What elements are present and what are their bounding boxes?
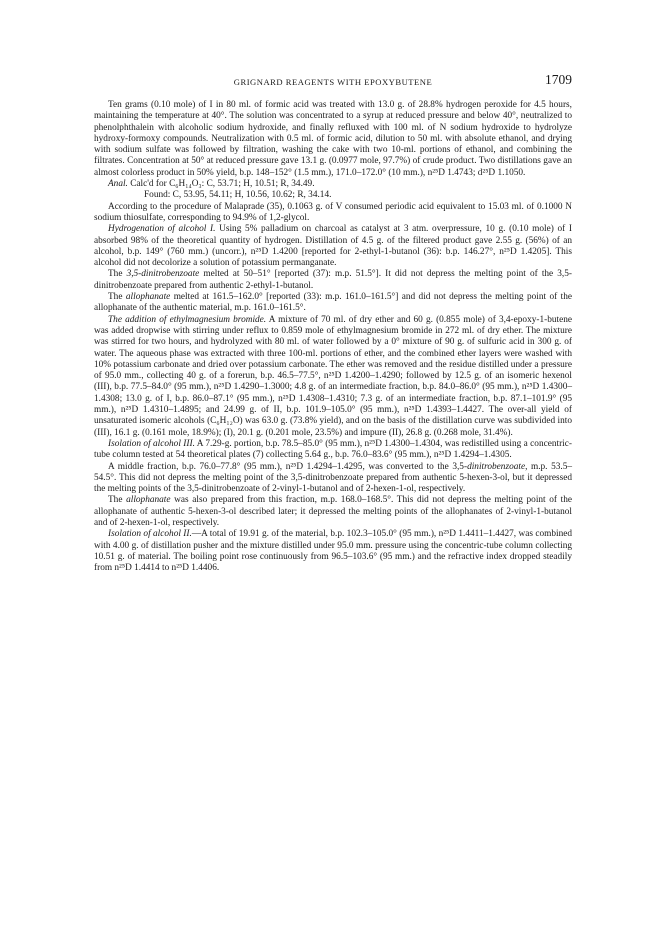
italic-text: allophanate [125, 292, 171, 303]
italic-text: Isolation of alcohol III. [108, 438, 195, 449]
paragraph [94, 224, 572, 269]
text-run: Calc'd for C₆H₁₄O₃: C, 53.71; H, 10.51; R, 34.49. [127, 179, 315, 190]
paragraph [94, 179, 572, 190]
text-run: melted at 161.5–162.0° [reported (33): m.p. 161.0–161.5°] and did not depress the melting point of the allophanate of the authentic material, m.p. 161.0–161.5°. [94, 292, 573, 314]
paragraph [94, 190, 572, 201]
italic-text: Hydrogenation of alcohol I. [108, 224, 216, 235]
text-run: Ten grams (0.10 mole) of I in 80 ml. of formic acid was treated with 13.0 g. of 28.8% hydrogen peroxide for 4.5 hours, maintaining the temperature at 40°. The solution was concentrated to a syrup at reduced pressure and below 40°, neutralized to phenolphthalein with alcoholic sodium hydroxide, and finally refluxed with 100 ml. of N sodium hydroxide to hydrolyze hydroxy-formoxy compounds. Neutralization with 0.5 ml. of formic acid, dilution to 50 ml. with absolute ethanol, and drying with sodium sulfate was followed by filtration, washing the cake with two 10-ml. portions of ethanol, and combining the filtrates. Concentration at 50° at reduced pressure gave 13.1 g. (0.0977 mole, 97.7%) of crude product. Two distillations gave an almost colorless product in 50% yield, b.p. 148–152° (1.5 mm.), 171.0–172.0° (10 mm.), n²⁵D 1.4743; d²⁵D 1.1050. [94, 100, 572, 178]
text-run: was also prepared from this fraction, m.p. 168.0–168.5°. This did not depress the melting point of the allophanate of authentic 5-hexen-3-ol described later; it depressed the melting points of the allophanates of 2-vinyl-1-butanol and of 2-hexen-1-ol, respectively. [94, 495, 572, 528]
italic-text: Anal. [108, 179, 128, 190]
text-run: The [108, 269, 127, 280]
text-run: The [108, 292, 126, 303]
running-head [94, 72, 572, 92]
text-run: —A total of 19.91 g. of the material, b.p. 102.3–105.0° (95 mm.), n²⁵D 1.4411–1.4427, was combined with 4.00 g. of distillation pusher and the mixture distilled under 95.0 mm. pressure using the concentric-tube column collecting 10.51 g. of material. The boiling point rose continuously from 96.5–103.6° (95 mm.) and the refractive index dropped steadily from n²⁵D 1.4414 to n²⁵D 1.4406. [94, 529, 573, 574]
paragraph [94, 100, 572, 179]
italic-text: The addition of ethylmagnesium bromide. [108, 314, 267, 325]
page-number: 1709 [545, 72, 572, 87]
text-run: A 7.29-g. portion, b.p. 78.5–85.0° (95 mm.), n²⁵D 1.4300–1.4304, was redistilled using a concentric-tube column tested at 54 theoretical plates (7) collecting 5.64 g., b.p. 76.0–83.6° (95 mm.), n²⁵D 1.4294–1.4305. [94, 438, 572, 461]
text-run: melted at 50–51° [reported (37): m.p. 51.5°]. It did not depress the melting point of the 3,5-dinitrobenzoate prepared from authentic 2-ethyl-1-butanol. [94, 269, 572, 291]
paragraph [94, 269, 572, 292]
paragraph [94, 202, 572, 225]
text-run: Using 5% palladium on charcoal as catalyst at 3 atm. overpressure, 10 g. (0.10 mole) of I absorbed 98% of the theoretical quantity of hydrogen. Distillation of 4.5 g. of the filtered product gave 2.55 g. (56%) of an alcohol, b.p. 149° (760 mm.) (uncorr.), n²⁵D 1.4200 [reported for 2-ethyl-1-butanol (36): b.p. 146.27°, n²⁵D 1.4205]. This alcohol did not decolorize a solution of potassium permanganate. [94, 224, 572, 269]
text-run: A middle fraction, b.p. 76.0–77.8° (95 mm.), n²⁵D 1.4294–1.4295, was converted to the 3,5- [108, 461, 468, 472]
italic-text: allophanate [126, 495, 171, 506]
running-title: GRIGNARD REAGENTS WITH EPOXYBUTENE [233, 77, 433, 87]
text-run: According to the procedure of Malaprade (35), 0.1063 g. of V consumed periodic acid equivalent to 15.03 ml. of 0.1000 N sodium thiosulfate, corresponding to 94.9% of 1,2-glycol. [94, 201, 572, 223]
paragraph [94, 529, 572, 574]
text-run: The [108, 495, 127, 506]
italic-text: 3,5-dinitrobenzoate [126, 269, 200, 280]
text-run: A mixture of 70 ml. of dry ether and 60 g. (0.855 mole) of 3,4-epoxy-1-butene was added dropwise with stirring under reflux to 0.859 mole of ethylmagnesium bromide in 272 ml. of dry ether. The mixture was stirred for two hours, and hydrolyzed with 80 ml. of water followed by a 0° mixture of 90 g. of sulfuric acid in 300 g. of water. The aqueous phase was extracted with three 100-ml. portions of ether, and the combined ether layers were washed with 10% potassium carbonate and dried over potassium carbonate. The ether was removed and the residue distilled under a pressure of 95.0 mm., collecting 40 g. of a forerun, b.p. 46.5–77.5°, n²⁵D 1.4200–1.4290; followed by 12.5 g. of an isomeric hexenol (III), b.p. 77.5–84.0° (95 mm.), n²⁵D 1.4290–1.3000; 4.8 g. of an intermediate fraction, b.p. 84.0–86.0° (95 mm.), n²⁵D 1.4300–1.4308; 13.0 g. of I, b.p. 86.0–87.1° (95 mm.), n²⁵D 1.4308–1.4310; 7.3 g. of an intermediate fraction, b.p. 87.1–101.9° (95 mm.), n²⁵D 1.4310–1.4895; and 24.99 g. of II, b.p. 101.9–105.0° (95 mm.), n²⁵D 1.4393–1.4427. The over-all yield of unsaturated isomeric alcohols (C₆H₁₂O) was 63.0 g. (73.8% yield), and on the basis of the distillation curve was subdivided into (III), 16.1 g. (0.161 mole, 18.9%); (I), 20.1 g. (0.201 mole, 23.5%) and impure (II), 26.8 g. (0.268 mole, 31.4%). [94, 314, 572, 438]
article-body [94, 100, 572, 574]
paragraph [94, 439, 572, 462]
text-run: Found: C, 53.95, 54.11; H, 10.56, 10.62; R, 34.14. [144, 190, 332, 201]
italic-text: dinitrobenzoate [467, 461, 526, 472]
paragraph [94, 495, 572, 529]
text-run: , m.p. 53.5–54.5°. This did not depress the melting point of the 3,5-dinitrobenzoate prepared from authentic 5-hexen-3-ol, but it depressed the melting points of the 3,5-dinitrobenzoate of 2-vinyl-1-butanol and of 2-hexen-1-ol, respectively. [94, 461, 572, 495]
italic-text: Isolation of alcohol II. [108, 529, 192, 540]
paragraph [94, 292, 572, 315]
paragraph [94, 315, 572, 439]
paragraph [94, 462, 572, 496]
